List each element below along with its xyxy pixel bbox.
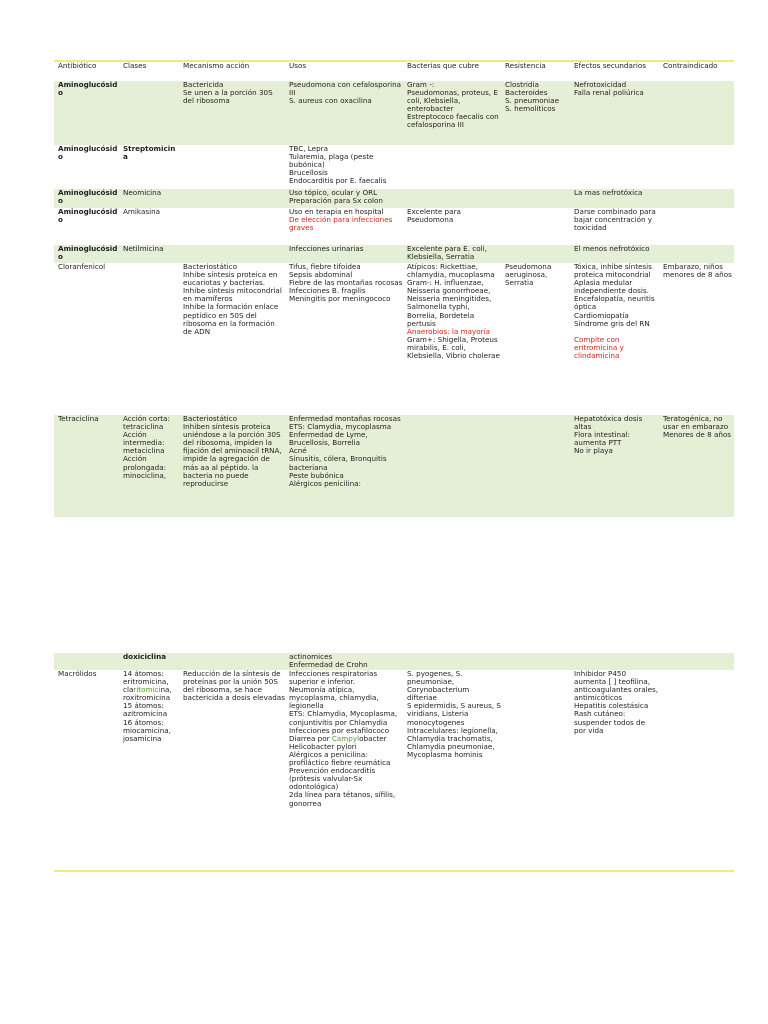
text-line: Fiebre de las montañas rocosas xyxy=(289,278,403,288)
text-line: Sepsis abdominal xyxy=(289,270,353,280)
text-line: 16 átomos: miocamicina, josamicina xyxy=(123,717,171,743)
text-line: Hepatotóxica dosis altas xyxy=(574,414,643,432)
cell-classes xyxy=(119,415,179,517)
text-line: Endocarditis por E. faecalis xyxy=(289,176,387,186)
highlight-text: Anaerobios: la mayoría xyxy=(407,326,490,336)
text-line: Bacteroides xyxy=(505,88,548,98)
cell-uses xyxy=(285,415,403,517)
cell-uses xyxy=(285,208,403,245)
table-row xyxy=(54,263,734,415)
text-segment: Diarrea por xyxy=(289,733,332,743)
cell-bacteria: Excelente para Pseudomona xyxy=(407,207,461,225)
cell-resistance xyxy=(501,208,570,245)
cell-uses: Infecciones urinarias xyxy=(285,245,403,263)
cell-mechanism: Reducción de la síntesis de proteínas por la unión 50S del ribosoma, se hace bactericida a dosis elevadas xyxy=(183,669,285,703)
table-row xyxy=(54,189,734,208)
text-line: Menores de 8 años xyxy=(663,430,732,440)
cell-classes xyxy=(119,263,179,415)
cell-side-effects xyxy=(570,263,659,415)
cell-uses xyxy=(285,145,403,189)
text-line: Inhibe la formación enlace peptídico en 50S del ribosoma en la formación de ADN xyxy=(183,302,279,336)
text-line: Alérgicos a penicilina: profiláctico fiebre reumática xyxy=(289,749,391,768)
cell-contraindicated: Embarazo, niños menores de 8 años xyxy=(663,262,732,280)
header-cell: Antibiótico xyxy=(54,61,119,81)
text-line: Gram+: Shigella, Proteus mirabilis, E. coli, Klebsiella, Vibrio cholerae xyxy=(407,334,500,361)
cell-mechanism xyxy=(179,208,285,245)
cell-bacteria xyxy=(403,415,501,517)
text-line: Encefalopatía, neuritis óptica xyxy=(574,294,655,312)
cell-mechanism xyxy=(179,245,285,263)
text-line: Tóxica, inhibe síntesis proteica mitocondrial xyxy=(574,262,652,280)
text-line: Inhibe síntesis proteica en eucariotas y bacterias. xyxy=(183,270,278,288)
text-line: Inhibe síntesis mitocondrial en mamíferos xyxy=(183,286,282,304)
cell-side-effects xyxy=(570,670,659,868)
table-row xyxy=(54,208,734,245)
text-line: Gram-: H. influenzae, Neisseria gonorrhoeae, Neisseria meningitides, Salmonella typhi, Borrelia, Bordetela pertusis xyxy=(407,278,492,328)
cell-side-effects: Darse combinado para bajar concentración y toxicidad xyxy=(574,207,656,233)
text-line: Enfermedad de Lyme, Brucellosis, Borrelia xyxy=(289,430,368,448)
highlight-text: De elección para infecciones graves xyxy=(289,215,393,233)
cell-uses xyxy=(285,189,403,208)
text-line: Aplasia medular independiente dosis. xyxy=(574,278,649,296)
cell-classes xyxy=(119,81,179,145)
text-line: Estreptococo faecalis con cefalosporina III xyxy=(407,112,499,130)
text-line: Bactericida xyxy=(183,80,224,89)
text-line: Acné xyxy=(289,446,307,456)
text-line: Acción prolongada: minociclina, xyxy=(123,454,167,480)
text-line: TBC, Lepra xyxy=(289,144,329,153)
text-line: Falla renal poliúrica xyxy=(574,88,644,98)
text-line: Infecciones por estafilococo xyxy=(289,725,390,735)
text-line: 2da línea para tétanos, sífilis, gonorrea xyxy=(289,790,396,808)
table-row xyxy=(54,245,734,263)
text-line: Enfermedad de Crohn xyxy=(289,660,368,670)
cell-resistance xyxy=(501,670,570,868)
cell-antibiotic: Aminoglucósido xyxy=(58,207,118,225)
cell-mechanism xyxy=(179,263,285,415)
cell-classes: Netilmicina xyxy=(119,245,179,263)
cell-side-effects: La mas nefrotóxica xyxy=(570,189,659,208)
text-segment: obacter xyxy=(359,733,387,743)
text-line: Tularemia, plaga (peste bubónica) xyxy=(289,152,374,170)
cell-resistance xyxy=(501,81,570,145)
cell-resistance xyxy=(501,189,570,208)
cell-contraindicated xyxy=(659,245,734,263)
highlight-text: Campyl xyxy=(331,733,360,743)
cell-bacteria xyxy=(403,670,501,868)
header-cell: Clases xyxy=(119,61,179,81)
text-line: Intracelulares: legionella, Chlamydia trachomatis, Chlamydia pneumoniae, Mycoplasma hominis xyxy=(407,725,498,759)
text-line: Teratogénica, no usar en embarazo xyxy=(663,414,729,432)
text-line: Bacteriostático xyxy=(183,414,238,423)
text-line: ETS: Clamydia, mycoplasma xyxy=(289,422,392,432)
table-row xyxy=(54,670,734,868)
cell-antibiotic: Tetraciclina xyxy=(54,415,119,517)
text-line: Infecciones B. fragilis xyxy=(289,286,366,296)
text-line: 14 átomos: eritromicina, cla xyxy=(123,669,169,695)
text-line: Pseudomonas, proteus, E coli, Klebsiella, enterobacter xyxy=(407,88,498,114)
header-cell: Efectos secundarios xyxy=(570,61,659,81)
cell-antibiotic: Cloranfenicol xyxy=(58,262,106,271)
cell-mechanism xyxy=(179,415,285,517)
cell-contraindicated xyxy=(659,208,734,245)
text-line: Rash cutáneo: suspender todos de por vida xyxy=(574,709,645,735)
text-line: Nefrotoxicidad xyxy=(574,80,627,89)
table-bottom-rule xyxy=(54,870,734,872)
antibiotics-table-continued xyxy=(54,653,734,868)
text-line: actinomices xyxy=(289,652,333,661)
cell-mechanism xyxy=(179,653,285,670)
cell-uses xyxy=(285,653,403,670)
cell-classes xyxy=(119,670,179,868)
text-line: Neumonía atípica, mycoplasma, chlamydia, legionella xyxy=(289,685,379,711)
text-line: Helicobacter pylori xyxy=(289,741,357,751)
cell-antibiotic: Aminoglucósido xyxy=(54,245,119,263)
cell-uses xyxy=(285,263,403,415)
text-line: Enfermedad montañas rocosas xyxy=(289,414,401,423)
header-cell: Bacterias que cubre xyxy=(403,61,501,81)
cell-side-effects xyxy=(570,653,659,670)
table-row xyxy=(54,145,734,189)
text-line: Flora intestinal: aumenta PTT xyxy=(574,430,630,448)
cell-contraindicated xyxy=(659,145,734,189)
text-line: ETS: Chlamydia, Mycoplasma, conjuntivitis por Chlamydia xyxy=(289,709,398,727)
table-row xyxy=(54,81,734,145)
text-line: Se unen a la porción 30S del ribosoma xyxy=(183,88,273,106)
text-line: Inhibidor P450 aumenta [ ] teofilina, anticoagulantes orales, antimicóticos xyxy=(574,669,659,703)
text-line: Acción intermedia: metaciclina xyxy=(123,430,165,456)
header-cell: Mecanismo acción xyxy=(179,61,285,81)
text-line: Cardiomiopatía xyxy=(574,310,629,320)
cell-antibiotic: Aminoglucósido xyxy=(54,81,119,145)
text-line: Clostridia xyxy=(505,80,539,89)
text-line: 15 átomos: azitromicina xyxy=(123,701,168,719)
cell-bacteria xyxy=(403,81,501,145)
cell-mechanism xyxy=(179,189,285,208)
cell-antibiotic: Aminoglucósido xyxy=(58,144,118,162)
cell-bacteria xyxy=(403,263,501,415)
cell-bacteria xyxy=(403,189,501,208)
cell-contraindicated xyxy=(659,81,734,145)
cell-side-effects xyxy=(570,145,659,189)
text-line: Atípicos: Rickettiae, chlamydia, mucoplasma xyxy=(407,262,495,280)
cell-classes: doxiciclina xyxy=(119,653,179,670)
header-cell: Usos xyxy=(285,61,403,81)
cell-resistance xyxy=(501,415,570,517)
text-line: Preparación para Sx colon xyxy=(289,196,383,206)
cell-resistance xyxy=(501,245,570,263)
cell-contraindicated xyxy=(659,415,734,517)
antibiotics-table xyxy=(54,60,734,517)
text-line: Inhiben síntesis proteica uniéndose a la porción 30S del ribosoma, impiden la fijación del aminoacil tRNA, impide la agregación de más aa al péptido. la bacteria no puede reproducirse xyxy=(183,422,282,488)
text-line: na, roxitromicina xyxy=(123,685,172,703)
text-line: S. aureus con oxacilina xyxy=(289,96,372,106)
cell-resistance: Pseudomona aeruginosa, Serratia xyxy=(505,262,552,288)
cell-antibiotic xyxy=(54,653,119,670)
cell-contraindicated xyxy=(659,189,734,208)
cell-contraindicated xyxy=(659,670,734,868)
cell-bacteria: Excelente para E. coli, Klebsiella, Serratia xyxy=(403,245,501,263)
cell-antibiotic: Aminoglucósido xyxy=(54,189,119,208)
text-line: Uso en terapia en hospital xyxy=(289,207,384,216)
cell-side-effects: El menos nefrotóxico xyxy=(570,245,659,263)
header-cell: Contraindicado xyxy=(659,61,734,81)
cell-uses xyxy=(285,670,403,868)
text-line: Tifus, fiebre tifoidea xyxy=(289,262,361,271)
text-line: S. hemolíticos xyxy=(505,104,556,114)
text-line: Uso tópico, ocular y ORL xyxy=(289,188,378,197)
cell-side-effects xyxy=(570,415,659,517)
cell-classes: Amikasina xyxy=(123,207,161,216)
text-line: S epidermidis, S aureus, S viridians, Listeria monocytogenes xyxy=(407,701,501,727)
cell-resistance xyxy=(501,653,570,670)
highlight-text: Compite con eritromicina y clindamicina xyxy=(574,334,624,360)
cell-antibiotic: Macrólidos xyxy=(58,669,97,678)
cell-bacteria xyxy=(403,653,501,670)
header-cell: Resistencia xyxy=(501,61,570,81)
highlight-text: ritomici xyxy=(133,685,161,695)
cell-bacteria xyxy=(403,145,501,189)
text-line: Bacteriostático xyxy=(183,262,238,271)
text-line: No ir playa xyxy=(574,446,613,456)
text-line: Brucellosis xyxy=(289,168,328,178)
text-line: Acción corta: tetraciclina xyxy=(123,414,170,432)
text-line: Prevención endocarditis (prótesis valvular-Sx odontológica) xyxy=(289,766,376,792)
cell-resistance xyxy=(501,145,570,189)
cell-classes: Streptomicina xyxy=(123,144,176,162)
text-line: Alérgicos penicilina: xyxy=(289,478,361,488)
table-header-row xyxy=(54,61,734,81)
cell-contraindicated xyxy=(659,653,734,670)
text-line: Sinusitis, cólera, Bronquitis bacteriana xyxy=(289,454,387,472)
text-line: Gram -: xyxy=(407,80,435,89)
text-line: Infecciones respiratorias superior e inferior. xyxy=(289,669,378,687)
cell-mechanism xyxy=(179,81,285,145)
cell-mechanism xyxy=(179,145,285,189)
text-line: S. pyogenes, S. pneumoniae, Corynobacterium difteriae xyxy=(407,669,470,703)
text-line: Síndrome gris del RN xyxy=(574,318,650,328)
cell-classes: Neomicina xyxy=(119,189,179,208)
table-row xyxy=(54,415,734,517)
text-line: Pseudomona con cefalosporina III xyxy=(289,80,402,98)
cell-uses xyxy=(285,81,403,145)
text-line: Meningitis por meningococo xyxy=(289,294,391,304)
text-line: Hepatitis colestásica xyxy=(574,701,649,711)
text-line: S. pneumoniae xyxy=(505,96,560,106)
table-row xyxy=(54,653,734,670)
text-line: Peste bubónica xyxy=(289,470,344,480)
cell-side-effects xyxy=(570,81,659,145)
